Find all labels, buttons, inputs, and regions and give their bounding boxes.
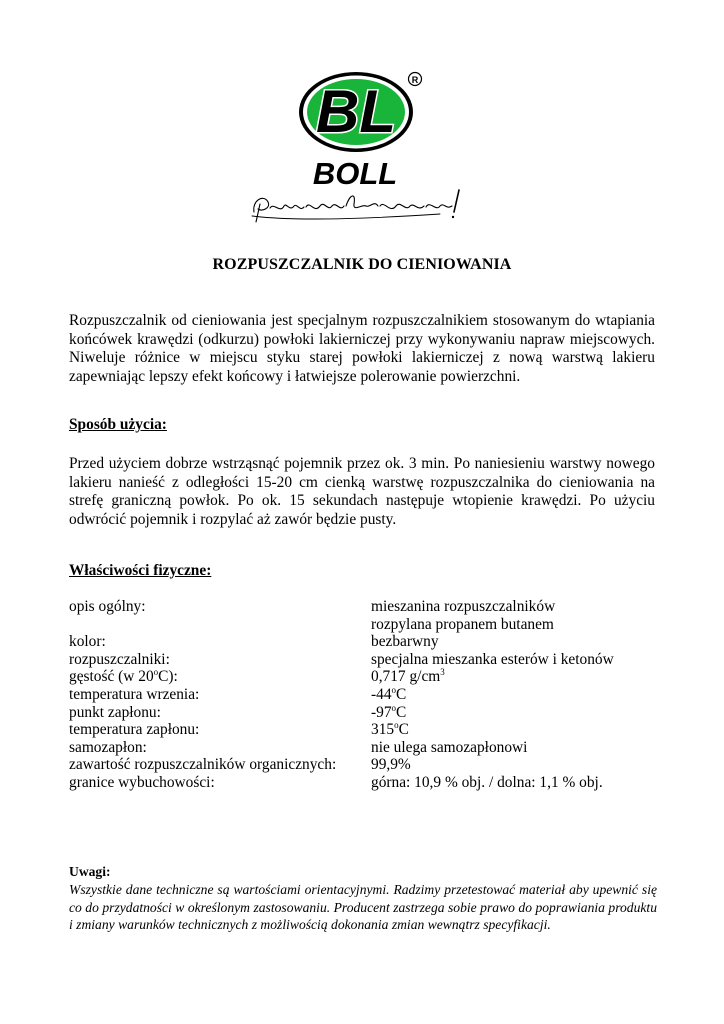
property-value [371,721,409,739]
property-value: specjalna mieszanka esterów i ketonów [371,650,614,668]
property-value: bezbarwny [371,633,439,651]
usage-heading: Sposób użycia: [69,416,167,433]
property-label: temperatura zapłonu: [69,721,200,739]
property-label: punkt zapłonu: [69,703,161,721]
property-label: rozpuszczalniki: [69,650,170,668]
property-label [69,616,371,634]
property-value-unit: C [398,721,409,739]
property-row [69,756,669,774]
property-row [69,686,669,704]
intro-paragraph: Rozpuszczalnik od cieniowania jest specjalnym rozpuszczalnikiem stosowanym do wtapiania końcówek krawędzi (odkurzu) powłoki lakierniczej przy wykonywaniu napraw miejscowych. Niweluje różnice w miejscu styku starej powłoki lakierniczej z nową warstwą lakieru zapewniając lepszy efekt końcowy i łatwiejsze polerowanie powierzchni. [69,312,655,385]
property-value: nie ulega samozapłonowi [371,738,528,756]
superscript: o [391,702,397,713]
property-row [69,668,669,686]
superscript: o [153,667,159,678]
property-value: mieszanina rozpuszczalników [371,598,556,615]
registered-mark-letter: R [411,75,419,85]
superscript: o [394,720,399,731]
notes-section [69,863,657,934]
property-value [371,704,406,722]
property-label: samozapłon: [69,738,147,756]
boll-logo-graphic [240,66,480,226]
property-value [371,668,445,686]
property-row [69,651,669,669]
properties-table [69,598,669,792]
superscript: o [391,684,397,695]
property-value-text: 0,717 g/cm [371,668,441,686]
brand-name: BOLL [312,156,398,191]
property-value [371,686,406,704]
property-label: temperatura wrzenia: [69,685,200,703]
property-label: kolor: [69,633,106,651]
property-row [69,704,669,722]
property-label: opis ogólny: [69,598,146,615]
property-value-text: -44 [371,685,392,703]
notes-text: Wszystkie dane techniczne są wartościami orientacyjnymi. Radzimy przetestować materiał aby upewnić się co do przydatności w określonym zastosowaniu. Producent zastrzega sobie prawo do poprawiania produktu i zmiany warunków technicznych z możliwością dokonania zmian wewnątrz specyfikacji. [69,881,657,933]
property-row [69,616,669,634]
property-value-unit: C [396,685,407,703]
property-row [69,739,669,757]
logo-letters: BL [316,78,396,145]
property-label-suffix: C): [158,668,178,686]
property-value: górna: 10,9 % obj. / dolna: 1,1 % obj. [371,773,603,791]
property-row [69,598,669,616]
property-row [69,774,669,792]
property-value-text: 315 [371,721,395,739]
superscript: 3 [440,667,445,678]
slogan-signature [252,190,459,222]
property-row [69,633,669,651]
property-label: granice wybuchowości: [69,773,215,791]
property-value-unit: C [396,703,407,721]
property-value-text: -97 [371,703,392,721]
property-label-text: gęstość (w 20 [69,668,154,686]
property-value: 99,9% [371,756,411,774]
boll-logo [240,66,480,226]
properties-heading: Właściwości fizyczne: [69,562,212,579]
notes-title: Uwagi: [69,864,111,879]
property-label: zawartość rozpuszczalników organicznych: [69,756,337,774]
document-title: ROZPUSZCZALNIK DO CIENIOWANIA [212,256,512,273]
usage-paragraph: Przed użyciem dobrze wstrząsnąć pojemnik przez ok. 3 min. Po naniesieniu warstwy nowego lakieru nanieść z odległości 15-20 cm cienką warstwę rozpuszczalnika do cieniowania na strefę graniczną powłok. Po ok. 15 sekundach następuje wtopienie krawędzi. Po użyciu odwrócić pojemnik i rozpylać aż zawór będzie pusty. [69,455,655,528]
property-label [69,668,371,686]
property-value: rozpylana propanem butanem [371,615,554,633]
property-row [69,721,669,739]
